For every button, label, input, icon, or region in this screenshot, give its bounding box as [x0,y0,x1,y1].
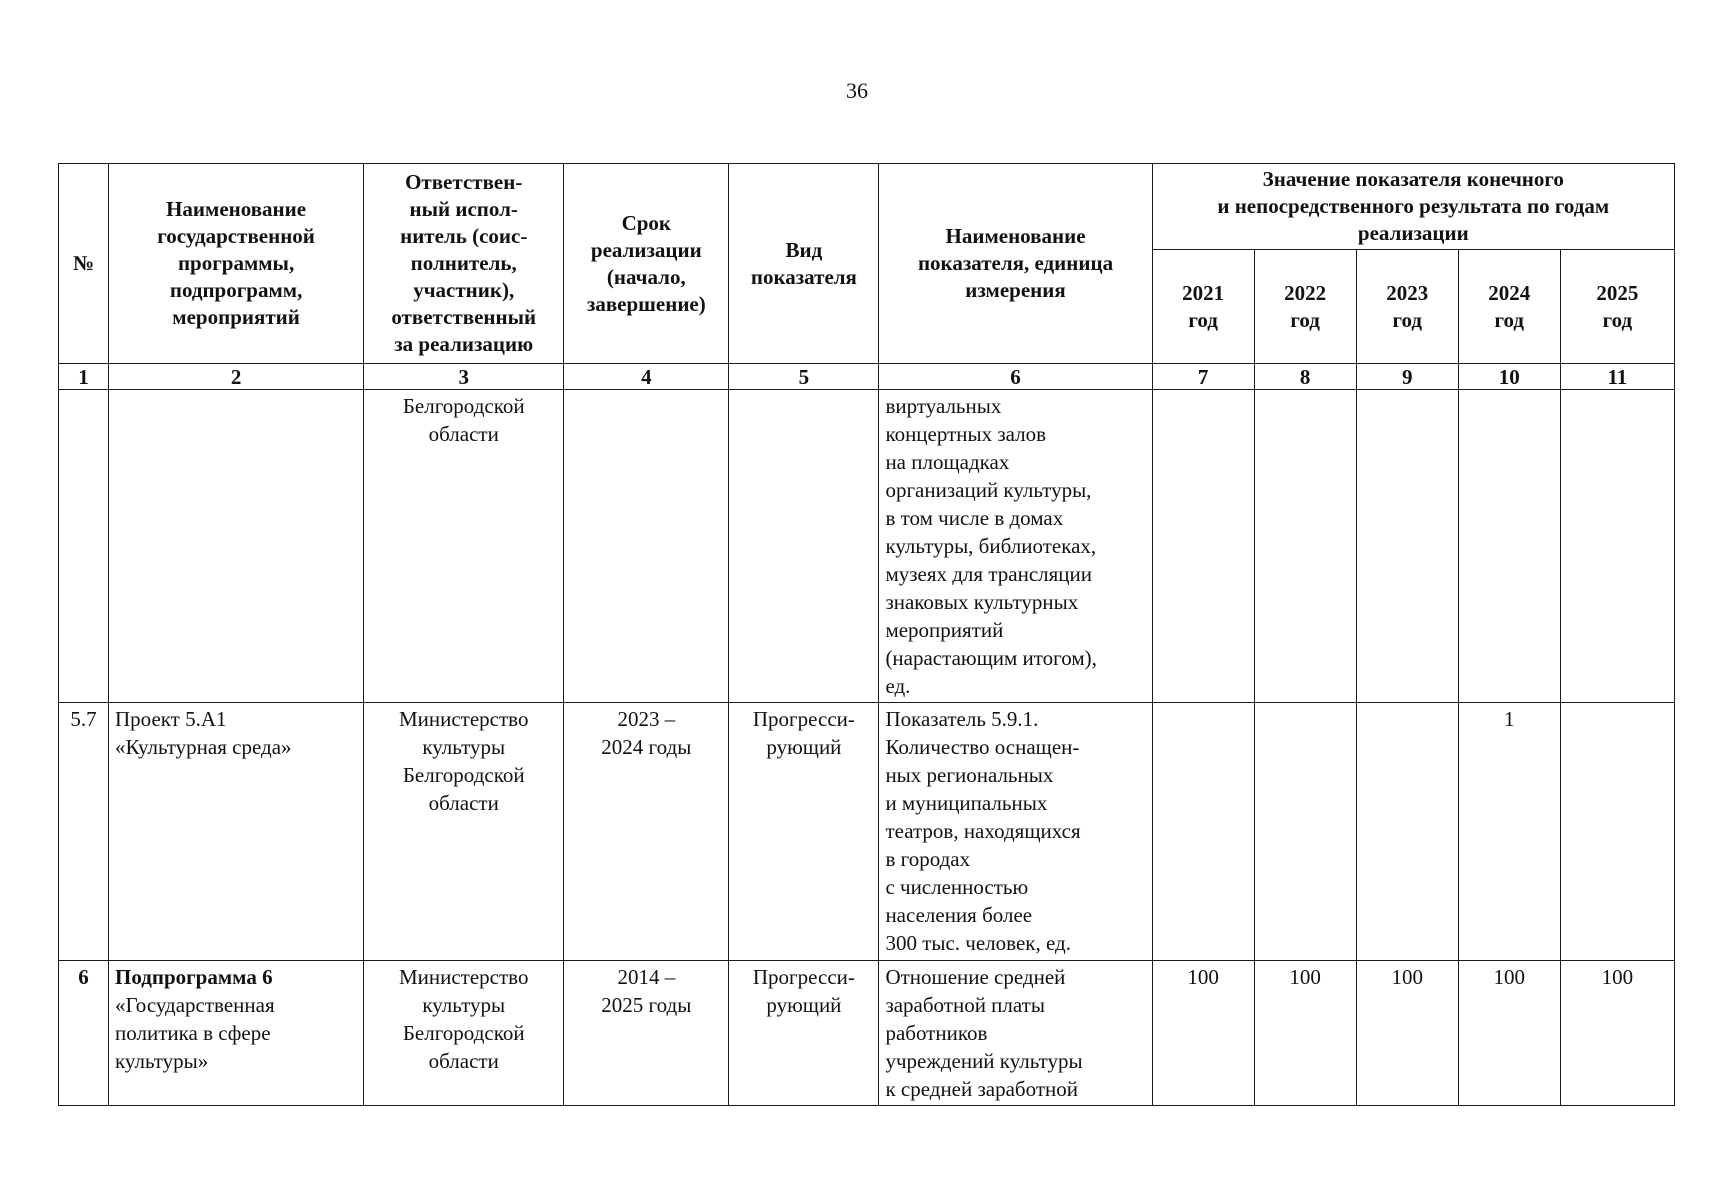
text-line: ответственный [391,305,537,329]
cell-value-2023 [1356,390,1458,703]
text-line: учреждений культуры [885,1049,1083,1073]
text-line: культуры, библиотеках, [885,534,1097,558]
header-year-2023: 2023 год [1356,250,1458,364]
text-line: Министерство [398,965,529,989]
indicators-table [58,163,1675,1106]
cell-value-2022 [1254,703,1356,961]
table-row [59,961,1675,1106]
text-line: работников [885,1021,988,1045]
text-line: музеях для трансляции [885,562,1092,586]
header-indicator-type [729,164,879,364]
cell-program [109,390,364,703]
text-line: области [428,1049,499,1073]
column-number: 4 [564,364,729,390]
text-line: Показатель 5.9.1. [885,707,1039,731]
text-line: мероприятий [172,305,300,329]
subprogram-name [115,991,357,1075]
page-number: 36 [846,78,868,103]
cell-indicator-name [879,703,1152,961]
text-line: и непосредственного результата по годам [1217,194,1610,218]
cell-program [109,703,364,961]
text-line: концертных залов [885,422,1047,446]
header-year-2024: 2024 год [1458,250,1560,364]
text-line: Белгородской [402,763,525,787]
text-line: организаций культуры, [885,478,1092,502]
column-number: 1 [59,364,109,390]
text-line: Министерство [398,707,529,731]
text-line: Прогресси- [752,707,855,731]
text-line: ед. [885,674,911,698]
cell-period [564,703,729,961]
column-number: 9 [1356,364,1458,390]
header-year-2022: 2022 год [1254,250,1356,364]
header-executor [364,164,564,364]
text-line: рующий [766,993,842,1017]
cell-period [564,390,729,703]
text-line: реализации [590,237,702,262]
text-line: 2023 – [617,707,676,731]
header-values-group [1152,164,1674,250]
text-line: театров, находящихся [885,819,1081,843]
text-line: программы, [177,251,295,275]
text-line: знаковых культурных [885,590,1079,614]
text-line: Наименование [166,197,307,221]
text-line: Количество оснащен- [885,735,1080,759]
cell-indicator-type [729,390,879,703]
cell-value-2023: 100 [1356,961,1458,1106]
cell-number: 5.7 [59,703,109,961]
text-line: в городах [885,847,971,871]
column-number: 5 [729,364,879,390]
text-line: мероприятий [885,618,1004,642]
text-line: Ответствен- [405,170,523,194]
text-line: Белгородской [402,394,525,418]
text-line: культуры» [115,1049,209,1073]
text-line: заработной платы [885,993,1045,1017]
text-line: и муниципальных [885,791,1048,815]
cell-value-2024: 100 [1458,961,1560,1106]
column-number: 2 [109,364,364,390]
header-program-name [109,164,364,364]
text-line: к средней заработной [885,1077,1078,1101]
text-line: подпрограмм, [169,278,303,302]
cell-value-2024 [1458,390,1560,703]
text-line: Прогресси- [752,965,855,989]
text-line: государственной [157,224,315,248]
column-number: 6 [879,364,1152,390]
cell-value-2023 [1356,703,1458,961]
text-line: показателя, единица [917,251,1114,275]
text-line: измерения [965,278,1066,302]
text-line: (начало, [606,264,686,289]
text-line: показателя [750,264,857,289]
text-line: Вид [785,237,823,262]
cell-value-2021: 100 [1152,961,1254,1106]
text-line: рующий [766,735,842,759]
cell-value-2025 [1560,390,1674,703]
text-line: 2014 – [617,965,676,989]
text-line: области [428,791,499,815]
text-line: виртуальных [885,394,1002,418]
text-line: Отношение средней [885,965,1066,989]
cell-value-2022: 100 [1254,961,1356,1106]
text-line: культуры [422,735,506,759]
cell-number: 6 [59,961,109,1106]
text-line: с численностью [885,875,1029,899]
cell-program [109,961,364,1106]
text-line: завершение) [586,291,706,316]
text-line: 2024 годы [601,735,692,759]
text-line: населения более [885,903,1033,927]
text-line: 300 тыс. человек, ед. [885,931,1071,955]
text-line: «Культурная среда» [115,735,292,759]
text-line: «Государственная [115,993,275,1017]
header-year-2021: 2021 год [1152,250,1254,364]
cell-indicator-type [729,703,879,961]
cell-number [59,390,109,703]
header-year-2025: 2025 год [1560,250,1674,364]
text-line: Значение показателя конечного [1262,167,1564,191]
cell-indicator-type [729,961,879,1106]
subprogram-title: Подпрограмма 6 [115,965,273,989]
column-number: 11 [1560,364,1674,390]
cell-indicator-name [879,390,1152,703]
cell-value-2022 [1254,390,1356,703]
text-line: ный испол- [409,197,518,221]
text-line: области [428,422,499,446]
text-line: на площадках [885,450,1010,474]
cell-value-2025 [1560,703,1674,961]
text-line: политика в сфере [115,1021,271,1045]
text-line: в том числе в домах [885,506,1064,530]
cell-value-2021 [1152,703,1254,961]
column-number: 8 [1254,364,1356,390]
cell-executor [364,390,564,703]
cell-value-2021 [1152,390,1254,703]
text-line: ных региональных [885,763,1054,787]
header-period [564,164,729,364]
text-line: реализации [1357,221,1469,245]
column-number: 10 [1458,364,1560,390]
column-number: 7 [1152,364,1254,390]
text-line: за реализацию [394,332,534,356]
text-line: Проект 5.А1 [115,707,227,731]
text-line: 2025 годы [601,993,692,1017]
cell-executor [364,961,564,1106]
column-number-row [59,364,1675,390]
text-line: (нарастающим итогом), [885,646,1097,670]
table-header-row [59,164,1675,250]
cell-indicator-name [879,961,1152,1106]
header-indicator-name [879,164,1152,364]
text-line: нитель (соис- [400,224,528,248]
cell-period [564,961,729,1106]
cell-value-2025: 100 [1560,961,1674,1106]
cell-executor [364,703,564,961]
text-line: культуры [422,993,506,1017]
text-line: полнитель, [410,251,517,275]
text-line: участник), [413,278,515,302]
table-row [59,703,1675,961]
text-line: Наименование [945,224,1086,248]
cell-value-2024: 1 [1458,703,1560,961]
column-number: 3 [364,364,564,390]
text-line: Срок [621,210,672,235]
text-line: Белгородской [402,1021,525,1045]
header-number: № [59,164,109,364]
table-row [59,390,1675,703]
